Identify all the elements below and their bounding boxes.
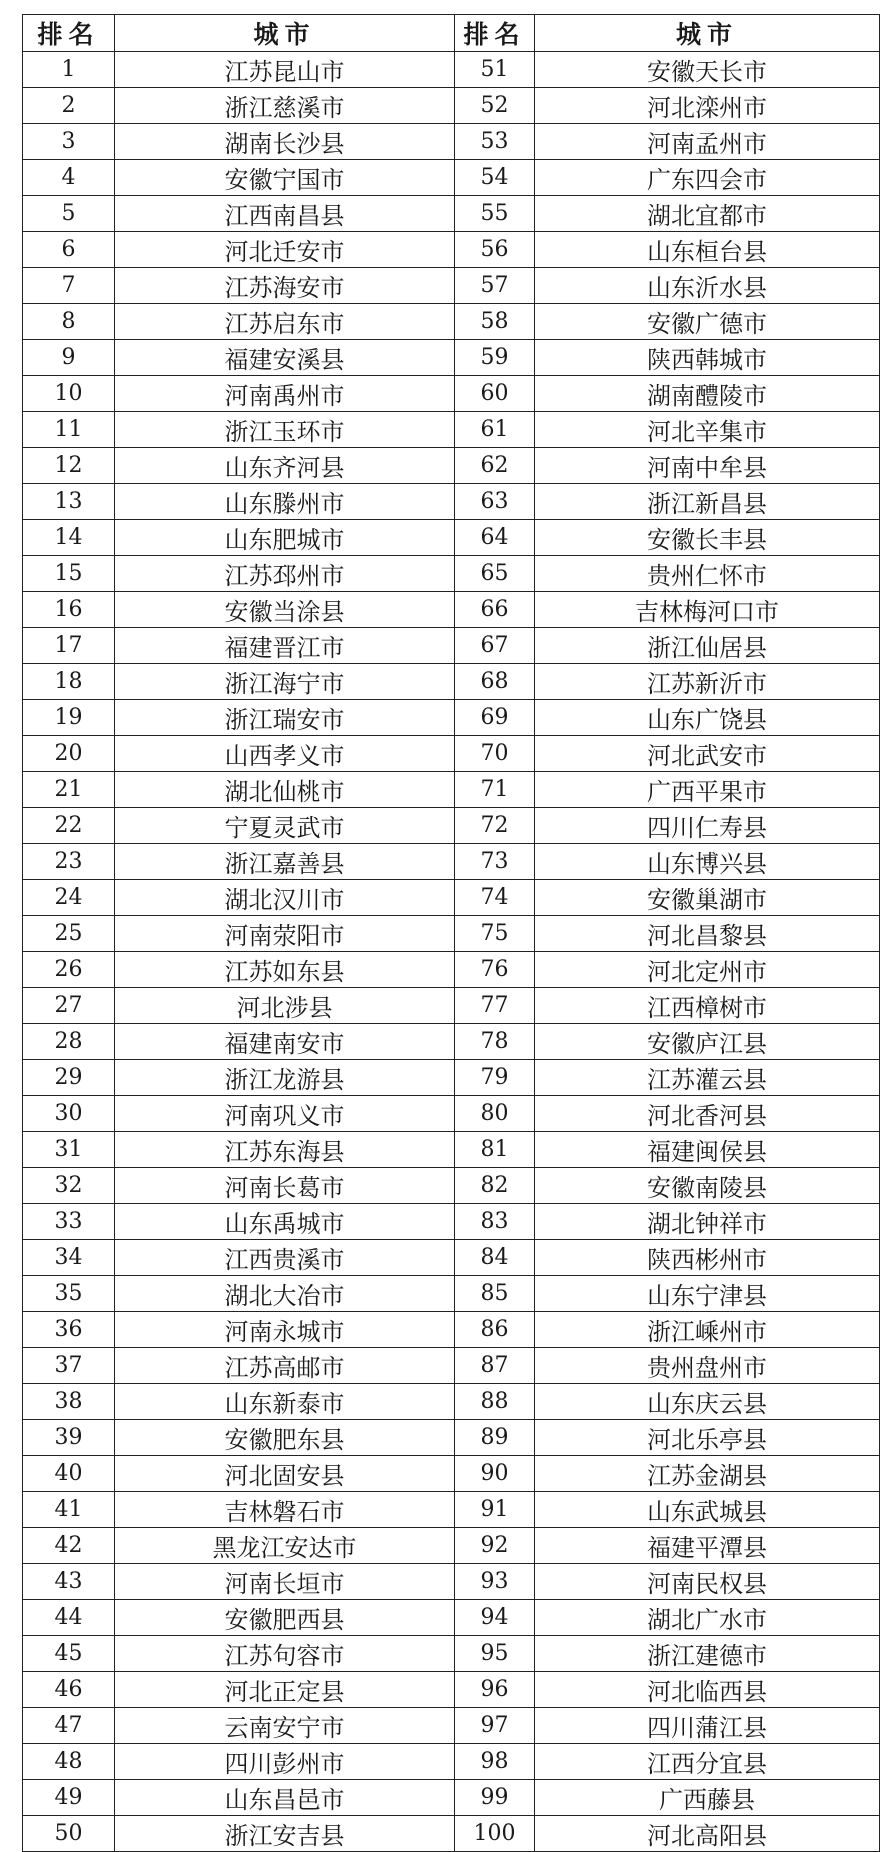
rank-left-cell: 50 [23, 1816, 115, 1852]
rank-left-cell: 20 [23, 736, 115, 772]
rank-right-cell: 97 [455, 1708, 535, 1744]
table-row [23, 1816, 880, 1852]
rank-right-cell: 55 [455, 196, 535, 232]
rank-right-cell: 79 [455, 1060, 535, 1096]
rank-right-cell: 71 [455, 772, 535, 808]
city-right-cell: 浙江嵊州市 [535, 1312, 880, 1348]
rank-right-cell: 54 [455, 160, 535, 196]
rank-right-cell: 75 [455, 916, 535, 952]
city-right-cell: 山东宁津县 [535, 1276, 880, 1312]
rank-right-cell: 69 [455, 700, 535, 736]
city-left-cell: 湖北汉川市 [115, 880, 455, 916]
city-left-cell: 浙江海宁市 [115, 664, 455, 700]
city-left-cell: 山东齐河县 [115, 448, 455, 484]
city-right-cell: 山东桓台县 [535, 232, 880, 268]
rank-right-cell: 82 [455, 1168, 535, 1204]
header-city-right: 城市 [535, 15, 880, 52]
rank-right-cell: 51 [455, 52, 535, 88]
table-row [23, 772, 880, 808]
rank-left-cell: 1 [23, 52, 115, 88]
city-right-cell: 安徽巢湖市 [535, 880, 880, 916]
rank-left-cell: 7 [23, 268, 115, 304]
city-right-cell: 河北滦州市 [535, 88, 880, 124]
city-right-cell: 湖北广水市 [535, 1600, 880, 1636]
city-right-cell: 广东四会市 [535, 160, 880, 196]
table-row [23, 52, 880, 88]
city-right-cell: 贵州仁怀市 [535, 556, 880, 592]
rank-left-cell: 11 [23, 412, 115, 448]
rank-right-cell: 52 [455, 88, 535, 124]
rank-left-cell: 32 [23, 1168, 115, 1204]
rank-left-cell: 33 [23, 1204, 115, 1240]
city-right-cell: 陕西韩城市 [535, 340, 880, 376]
city-left-cell: 江苏昆山市 [115, 52, 455, 88]
rank-right-cell: 56 [455, 232, 535, 268]
table-row [23, 556, 880, 592]
rank-right-cell: 96 [455, 1672, 535, 1708]
city-right-cell: 湖北宜都市 [535, 196, 880, 232]
table-row [23, 1132, 880, 1168]
rank-right-cell: 74 [455, 880, 535, 916]
city-right-cell: 福建闽侯县 [535, 1132, 880, 1168]
city-right-cell: 浙江新昌县 [535, 484, 880, 520]
city-left-cell: 福建晋江市 [115, 628, 455, 664]
rank-left-cell: 45 [23, 1636, 115, 1672]
city-right-cell: 山东广饶县 [535, 700, 880, 736]
city-left-cell: 湖北大冶市 [115, 1276, 455, 1312]
rank-right-cell: 73 [455, 844, 535, 880]
table-row [23, 1780, 880, 1816]
rank-right-cell: 91 [455, 1492, 535, 1528]
rank-right-cell: 99 [455, 1780, 535, 1816]
rank-left-cell: 17 [23, 628, 115, 664]
table-row [23, 844, 880, 880]
city-left-cell: 河北正定县 [115, 1672, 455, 1708]
rank-left-cell: 2 [23, 88, 115, 124]
city-left-cell: 福建安溪县 [115, 340, 455, 376]
rank-left-cell: 24 [23, 880, 115, 916]
city-left-cell: 安徽宁国市 [115, 160, 455, 196]
table-row [23, 1204, 880, 1240]
table-row [23, 628, 880, 664]
city-left-cell: 江苏高邮市 [115, 1348, 455, 1384]
rank-right-cell: 77 [455, 988, 535, 1024]
rank-left-cell: 44 [23, 1600, 115, 1636]
city-left-cell: 宁夏灵武市 [115, 808, 455, 844]
city-left-cell: 湖南长沙县 [115, 124, 455, 160]
rank-left-cell: 43 [23, 1564, 115, 1600]
rank-right-cell: 81 [455, 1132, 535, 1168]
city-right-cell: 江苏金湖县 [535, 1456, 880, 1492]
rank-left-cell: 39 [23, 1420, 115, 1456]
city-right-cell: 江苏灌云县 [535, 1060, 880, 1096]
table-row [23, 664, 880, 700]
city-left-cell: 河南长垣市 [115, 1564, 455, 1600]
table-row [23, 1492, 880, 1528]
rank-right-cell: 67 [455, 628, 535, 664]
city-left-cell: 河南禹州市 [115, 376, 455, 412]
rank-right-cell: 63 [455, 484, 535, 520]
rank-left-cell: 25 [23, 916, 115, 952]
city-left-cell: 福建南安市 [115, 1024, 455, 1060]
rank-right-cell: 93 [455, 1564, 535, 1600]
table-row [23, 520, 880, 556]
table-row [23, 1348, 880, 1384]
rank-right-cell: 62 [455, 448, 535, 484]
rank-right-cell: 66 [455, 592, 535, 628]
table-row [23, 1564, 880, 1600]
header-city-left: 城市 [115, 15, 455, 52]
city-left-cell: 河南长葛市 [115, 1168, 455, 1204]
table-row [23, 1600, 880, 1636]
rank-left-cell: 40 [23, 1456, 115, 1492]
rank-left-cell: 34 [23, 1240, 115, 1276]
rank-right-cell: 83 [455, 1204, 535, 1240]
rank-right-cell: 70 [455, 736, 535, 772]
table-row [23, 1060, 880, 1096]
rank-left-cell: 16 [23, 592, 115, 628]
rank-left-cell: 36 [23, 1312, 115, 1348]
table-row [23, 412, 880, 448]
table-row [23, 1528, 880, 1564]
table-row [23, 1240, 880, 1276]
rank-left-cell: 13 [23, 484, 115, 520]
table-row [23, 916, 880, 952]
city-left-cell: 山东肥城市 [115, 520, 455, 556]
table-row [23, 736, 880, 772]
city-right-cell: 江西分宜县 [535, 1744, 880, 1780]
city-right-cell: 江苏新沂市 [535, 664, 880, 700]
city-right-cell: 吉林梅河口市 [535, 592, 880, 628]
city-right-cell: 河北香河县 [535, 1096, 880, 1132]
header-rank-right: 排名 [455, 15, 535, 52]
rank-left-cell: 41 [23, 1492, 115, 1528]
city-left-cell: 河南永城市 [115, 1312, 455, 1348]
table-row [23, 808, 880, 844]
table-row [23, 700, 880, 736]
table-row [23, 988, 880, 1024]
city-left-cell: 安徽肥东县 [115, 1420, 455, 1456]
table-row [23, 1744, 880, 1780]
rank-right-cell: 92 [455, 1528, 535, 1564]
rank-right-cell: 90 [455, 1456, 535, 1492]
table-row [23, 1276, 880, 1312]
rank-left-cell: 9 [23, 340, 115, 376]
rank-left-cell: 18 [23, 664, 115, 700]
city-right-cell: 福建平潭县 [535, 1528, 880, 1564]
city-right-cell: 河北乐亭县 [535, 1420, 880, 1456]
rank-right-cell: 57 [455, 268, 535, 304]
table-row [23, 1312, 880, 1348]
table-row [23, 484, 880, 520]
city-left-cell: 浙江嘉善县 [115, 844, 455, 880]
rank-right-cell: 61 [455, 412, 535, 448]
rank-left-cell: 35 [23, 1276, 115, 1312]
rank-right-cell: 72 [455, 808, 535, 844]
city-left-cell: 河南巩义市 [115, 1096, 455, 1132]
city-left-cell: 江苏东海县 [115, 1132, 455, 1168]
rank-right-cell: 53 [455, 124, 535, 160]
rank-left-cell: 38 [23, 1384, 115, 1420]
ranking-table-container [22, 14, 880, 1852]
rank-right-cell: 64 [455, 520, 535, 556]
table-row [23, 592, 880, 628]
rank-left-cell: 48 [23, 1744, 115, 1780]
rank-left-cell: 21 [23, 772, 115, 808]
city-right-cell: 湖南醴陵市 [535, 376, 880, 412]
rank-right-cell: 87 [455, 1348, 535, 1384]
city-left-cell: 浙江龙游县 [115, 1060, 455, 1096]
rank-left-cell: 37 [23, 1348, 115, 1384]
rank-left-cell: 47 [23, 1708, 115, 1744]
table-row [23, 196, 880, 232]
city-right-cell: 贵州盘州市 [535, 1348, 880, 1384]
city-right-cell: 安徽庐江县 [535, 1024, 880, 1060]
city-left-cell: 四川彭州市 [115, 1744, 455, 1780]
rank-left-cell: 19 [23, 700, 115, 736]
rank-right-cell: 84 [455, 1240, 535, 1276]
city-right-cell: 安徽长丰县 [535, 520, 880, 556]
rank-left-cell: 8 [23, 304, 115, 340]
rank-right-cell: 58 [455, 304, 535, 340]
ranking-table [22, 14, 880, 1852]
city-left-cell: 江苏句容市 [115, 1636, 455, 1672]
city-right-cell: 安徽南陵县 [535, 1168, 880, 1204]
city-right-cell: 陕西彬州市 [535, 1240, 880, 1276]
table-row [23, 448, 880, 484]
header-rank-left: 排名 [23, 15, 115, 52]
rank-right-cell: 95 [455, 1636, 535, 1672]
city-left-cell: 江西贵溪市 [115, 1240, 455, 1276]
city-left-cell: 河南荥阳市 [115, 916, 455, 952]
table-row [23, 124, 880, 160]
city-left-cell: 江苏启东市 [115, 304, 455, 340]
rank-left-cell: 29 [23, 1060, 115, 1096]
rank-right-cell: 86 [455, 1312, 535, 1348]
city-left-cell: 山东昌邑市 [115, 1780, 455, 1816]
table-row [23, 232, 880, 268]
table-row [23, 1456, 880, 1492]
city-right-cell: 山东庆云县 [535, 1384, 880, 1420]
city-left-cell: 浙江瑞安市 [115, 700, 455, 736]
city-right-cell: 广西藤县 [535, 1780, 880, 1816]
city-right-cell: 四川蒲江县 [535, 1708, 880, 1744]
city-left-cell: 河北涉县 [115, 988, 455, 1024]
table-row [23, 1384, 880, 1420]
city-right-cell: 山东武城县 [535, 1492, 880, 1528]
rank-left-cell: 28 [23, 1024, 115, 1060]
city-right-cell: 河南孟州市 [535, 124, 880, 160]
city-right-cell: 河南中牟县 [535, 448, 880, 484]
rank-right-cell: 80 [455, 1096, 535, 1132]
city-right-cell: 四川仁寿县 [535, 808, 880, 844]
header-row [23, 15, 880, 52]
city-right-cell: 浙江建德市 [535, 1636, 880, 1672]
city-right-cell: 河北辛集市 [535, 412, 880, 448]
city-right-cell: 广西平果市 [535, 772, 880, 808]
rank-left-cell: 10 [23, 376, 115, 412]
rank-right-cell: 78 [455, 1024, 535, 1060]
city-right-cell: 江西樟树市 [535, 988, 880, 1024]
city-right-cell: 山东沂水县 [535, 268, 880, 304]
rank-left-cell: 26 [23, 952, 115, 988]
city-left-cell: 山东禹城市 [115, 1204, 455, 1240]
rank-left-cell: 31 [23, 1132, 115, 1168]
rank-right-cell: 68 [455, 664, 535, 700]
table-row [23, 376, 880, 412]
city-left-cell: 浙江慈溪市 [115, 88, 455, 124]
rank-left-cell: 5 [23, 196, 115, 232]
city-right-cell: 河北武安市 [535, 736, 880, 772]
city-left-cell: 湖北仙桃市 [115, 772, 455, 808]
city-left-cell: 安徽当涂县 [115, 592, 455, 628]
rank-left-cell: 14 [23, 520, 115, 556]
rank-right-cell: 76 [455, 952, 535, 988]
table-row [23, 1636, 880, 1672]
table-row [23, 952, 880, 988]
city-left-cell: 云南安宁市 [115, 1708, 455, 1744]
table-row [23, 1420, 880, 1456]
table-row [23, 268, 880, 304]
city-left-cell: 江西南昌县 [115, 196, 455, 232]
rank-left-cell: 30 [23, 1096, 115, 1132]
rank-right-cell: 100 [455, 1816, 535, 1852]
rank-right-cell: 65 [455, 556, 535, 592]
city-left-cell: 山西孝义市 [115, 736, 455, 772]
rank-left-cell: 6 [23, 232, 115, 268]
rank-left-cell: 27 [23, 988, 115, 1024]
city-left-cell: 黑龙江安达市 [115, 1528, 455, 1564]
table-row [23, 1024, 880, 1060]
city-left-cell: 江苏邳州市 [115, 556, 455, 592]
city-right-cell: 安徽广德市 [535, 304, 880, 340]
city-left-cell: 安徽肥西县 [115, 1600, 455, 1636]
rank-right-cell: 98 [455, 1744, 535, 1780]
table-row [23, 88, 880, 124]
rank-right-cell: 94 [455, 1600, 535, 1636]
city-left-cell: 浙江玉环市 [115, 412, 455, 448]
table-row [23, 1672, 880, 1708]
city-right-cell: 河北昌黎县 [535, 916, 880, 952]
city-right-cell: 河北临西县 [535, 1672, 880, 1708]
table-row [23, 160, 880, 196]
city-right-cell: 湖北钟祥市 [535, 1204, 880, 1240]
city-right-cell: 安徽天长市 [535, 52, 880, 88]
table-row [23, 880, 880, 916]
rank-left-cell: 4 [23, 160, 115, 196]
table-row [23, 1708, 880, 1744]
city-left-cell: 山东滕州市 [115, 484, 455, 520]
rank-left-cell: 22 [23, 808, 115, 844]
city-left-cell: 山东新泰市 [115, 1384, 455, 1420]
table-row [23, 340, 880, 376]
city-right-cell: 山东博兴县 [535, 844, 880, 880]
rank-left-cell: 46 [23, 1672, 115, 1708]
table-row [23, 1096, 880, 1132]
rank-right-cell: 60 [455, 376, 535, 412]
city-right-cell: 浙江仙居县 [535, 628, 880, 664]
city-left-cell: 吉林磐石市 [115, 1492, 455, 1528]
table-row [23, 304, 880, 340]
city-left-cell: 河北固安县 [115, 1456, 455, 1492]
city-left-cell: 江苏如东县 [115, 952, 455, 988]
rank-left-cell: 12 [23, 448, 115, 484]
rank-right-cell: 85 [455, 1276, 535, 1312]
rank-right-cell: 59 [455, 340, 535, 376]
city-left-cell: 浙江安吉县 [115, 1816, 455, 1852]
rank-left-cell: 49 [23, 1780, 115, 1816]
rank-left-cell: 42 [23, 1528, 115, 1564]
table-body [23, 52, 880, 1852]
rank-left-cell: 15 [23, 556, 115, 592]
rank-right-cell: 88 [455, 1384, 535, 1420]
table-header [23, 15, 880, 52]
city-right-cell: 河北高阳县 [535, 1816, 880, 1852]
city-right-cell: 河北定州市 [535, 952, 880, 988]
rank-left-cell: 3 [23, 124, 115, 160]
table-row [23, 1168, 880, 1204]
city-left-cell: 江苏海安市 [115, 268, 455, 304]
rank-left-cell: 23 [23, 844, 115, 880]
city-right-cell: 河南民权县 [535, 1564, 880, 1600]
rank-right-cell: 89 [455, 1420, 535, 1456]
city-left-cell: 河北迁安市 [115, 232, 455, 268]
